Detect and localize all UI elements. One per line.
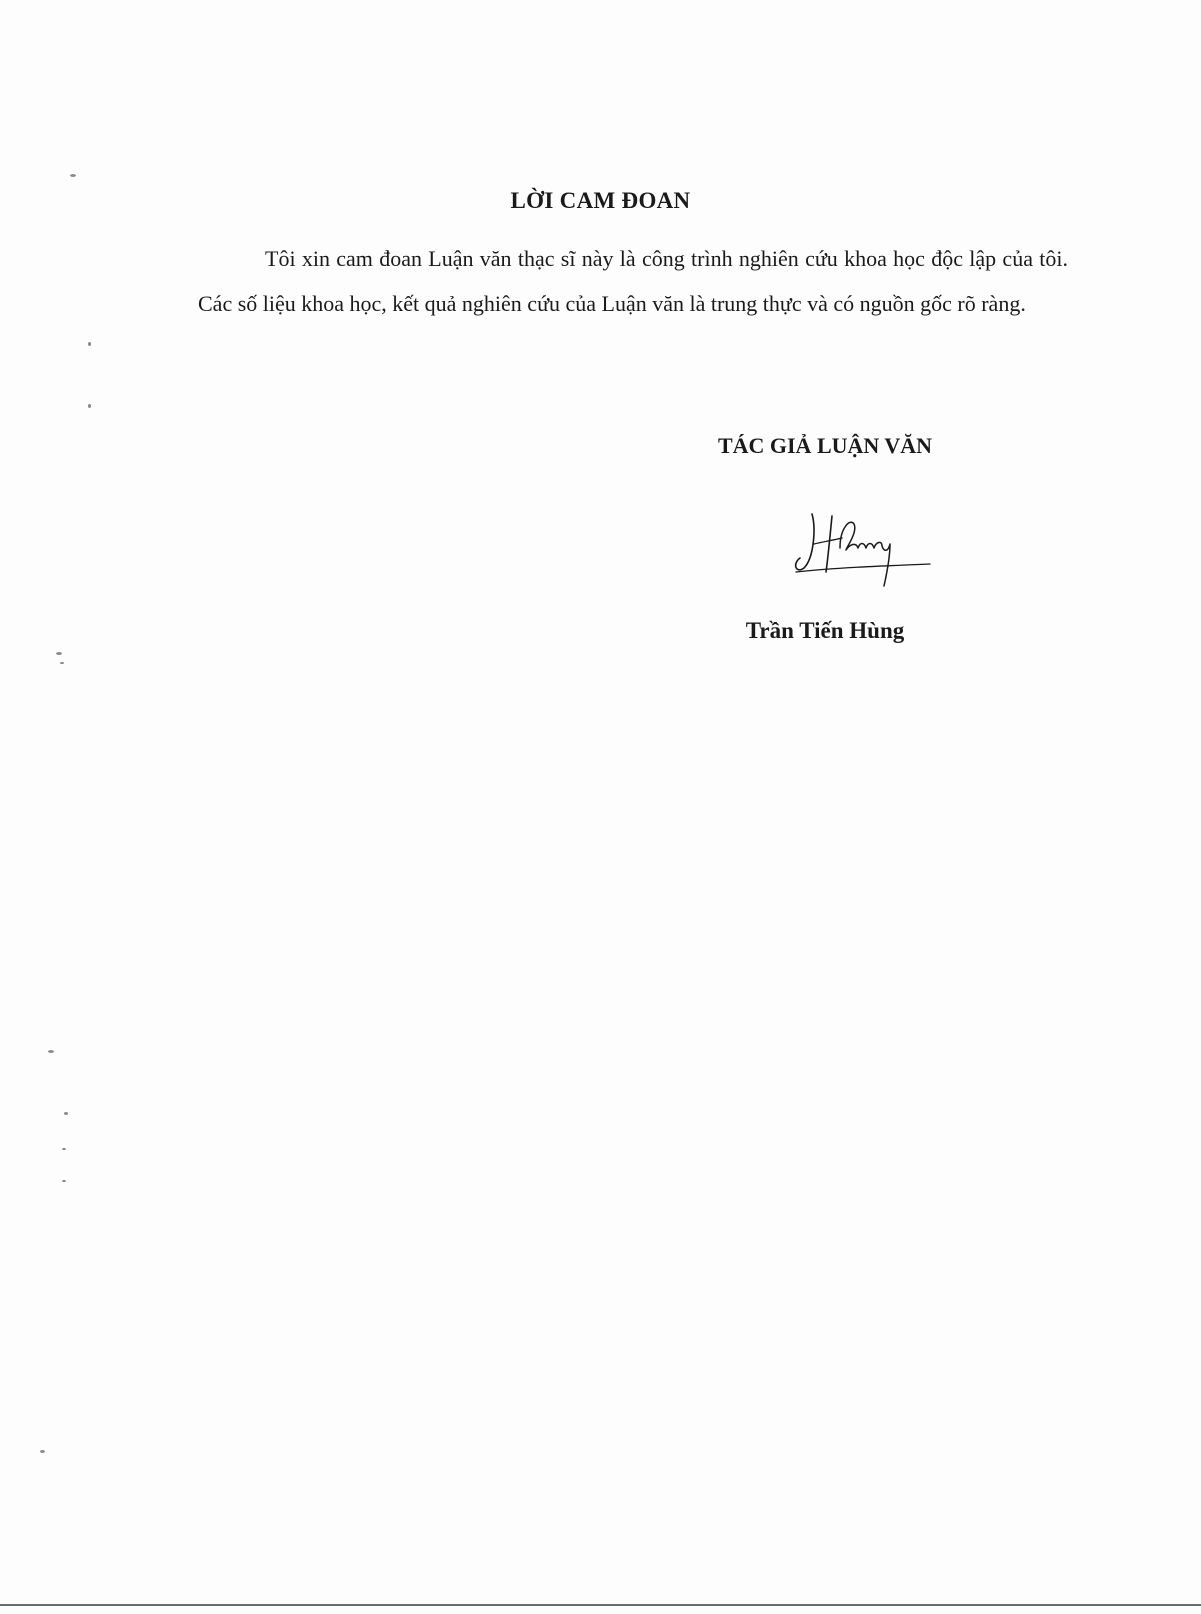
scan-speck [64, 1112, 68, 1115]
scan-speck [88, 342, 91, 346]
signature-image [790, 508, 940, 598]
declaration-paragraph: Tôi xin cam đoan Luận văn thạc sĩ này là công trình nghiên cứu khoa học độc lập của tôi. Các số liệu khoa học, kết quả nghiên cứu của Luận văn là trung thực và có nguồn gốc rõ ràng. [198, 246, 1068, 316]
scan-speck [56, 652, 62, 655]
bottom-edge-line [0, 1604, 1201, 1606]
author-label: TÁC GIẢ LUẬN VĂN [717, 433, 933, 458]
scan-speck [40, 1450, 45, 1453]
scan-speck [48, 1050, 54, 1053]
author-name: Trần Tiến Hùng [745, 618, 905, 643]
scan-speck [70, 174, 76, 177]
scan-speck [62, 1148, 66, 1150]
scan-speck [62, 1180, 66, 1182]
scan-speck [88, 404, 91, 408]
document-title: LỜI CAM ĐOAN [510, 188, 691, 213]
scan-speck [60, 662, 64, 664]
